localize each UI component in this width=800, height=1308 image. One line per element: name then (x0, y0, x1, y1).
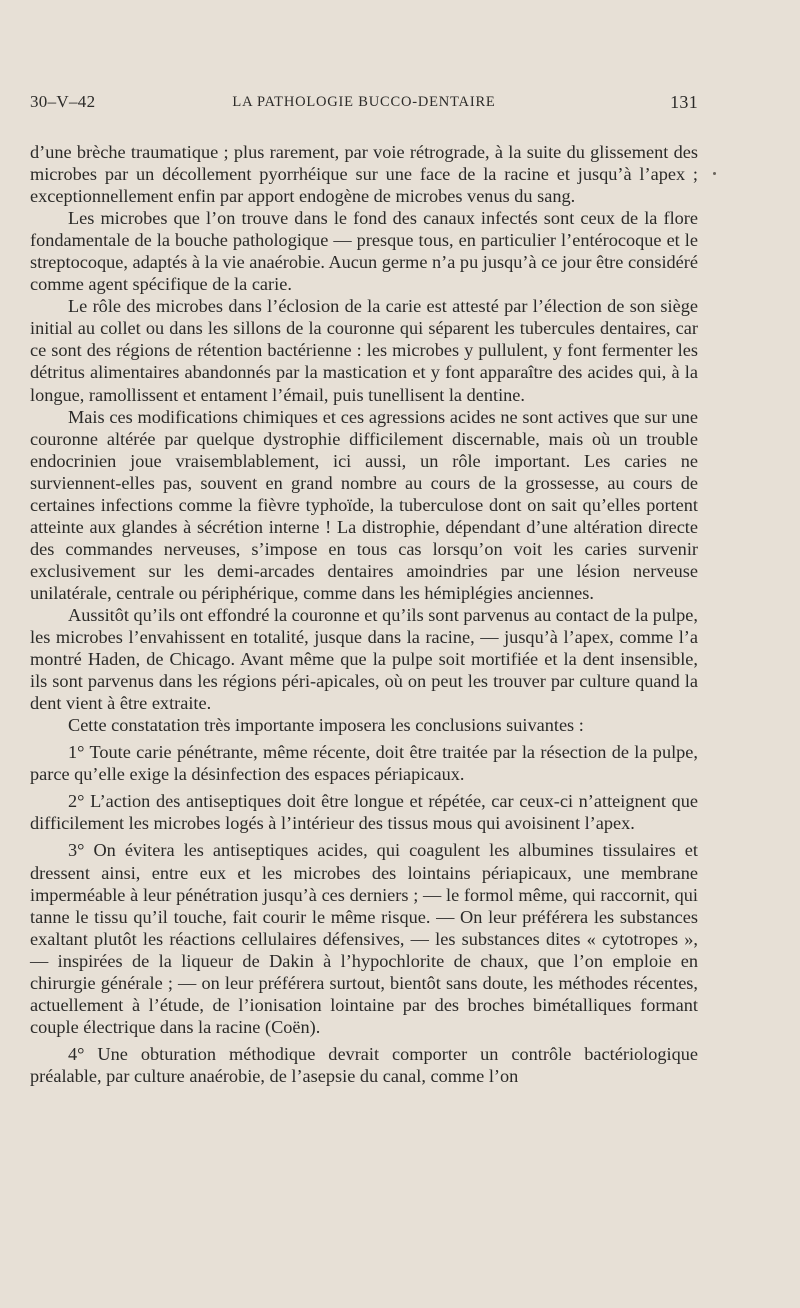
header-date: 30–V–42 (30, 92, 96, 111)
body-text (30, 141, 698, 1087)
paragraph-microbes-role: Le rôle des microbes dans l’éclosion de la carie est attesté par l’élection de son siège initial au collet ou dans les sillons de la couronne qui séparent les tubercules dentaires, car ce sont des régions de rétention bactérienne : les microbes y pullulent, y font fermenter les détritus alimentaires abandonnés par la mastication et y font apparaître des acides qui, à la longue, ramollissent et entament l’émail, puis tunellisent la dentine. (30, 296, 698, 405)
page-number: 131 (670, 92, 698, 112)
paragraph-continuation: d’une brèche traumatique ; plus rarement, par voie rétrograde, à la suite du glissement des microbes par un décollement pyorrhéique sur une face de la racine et jusqu’à l’apex ; exceptionnellement enfin par apport endogène de microbes venus du sang. (30, 142, 698, 207)
conclusion-2: 2° L’action des antiseptiques doit être longue et répétée, car ceux-ci n’atteignent que difficilement les microbes logés à l’intérieur des tissus mous qui avoisinent l’apex. (30, 791, 698, 834)
conclusion-1: 1° Toute carie pénétrante, même récente, doit être traitée par la résection de la pulpe, parce qu’elle exige la désinfection des espaces périapicaux. (30, 742, 698, 785)
stray-ink-dot (713, 172, 716, 175)
paragraph-microbes-flora: Les microbes que l’on trouve dans le fond des canaux infectés sont ceux de la flore fondamentale de la bouche pathologique — presque tous, en particulier l’entérocoque et le streptocoque, adaptés à la vie anaérobie. Aucun germe n’a pu jusqu’à ce jour être considéré comme agent spécifique de la carie. (30, 208, 698, 295)
conclusion-3: 3° On évitera les antiseptiques acides, qui coagulent les albumines tissulaires et dressent ainsi, entre eux et les microbes des lointains périapicaux, une membrane imperméable à leur pénétration jusqu’à ces derniers ; — le formol même, qui raccornit, qui tanne le tissu qu’il touche, fait courir le même risque. — On leur préférera les substances exaltant plutôt les réactions cellulaires défensives, — les substances dites « cytotropes », — inspirées de la liqueur de Dakin à l’hypochlorite de chaux, que l’on emploie en chirurgie générale ; — on leur préférera surtout, bientôt sans doute, les méthodes récentes, actuellement à l’étude, de l’ionisation lointaine par des broches bimétalliques formant couple électrique dans la racine (Coën). (30, 840, 698, 1037)
paragraph-pulp-invasion: Aussitôt qu’ils ont effondré la couronne et qu’ils sont parvenus au contact de la pulpe, les microbes l’envahissent en totalité, jusque dans la racine, — jusqu’à l’apex, comme l’a montré Haden, de Chicago. Avant même que la pulpe soit mortifiée et la dent insensible, ils sont parvenus dans les régions péri-apicales, où on peut les trouver par culture quand la dent vient à être extraite. (30, 604, 698, 714)
paragraph-conclusions-intro: Cette constatation très importante imposera les conclusions suivantes : (68, 715, 584, 736)
running-head (30, 92, 698, 116)
header-title: LA PATHOLOGIE BUCCO-DENTAIRE (232, 94, 496, 110)
conclusion-4: 4° Une obturation méthodique devrait comporter un contrôle bactériologique préalable, par culture anaérobie, de l’asepsie du canal, comme l’on (30, 1043, 698, 1086)
paragraph-dystrophy: Mais ces modifications chimiques et ces agressions acides ne sont actives que sur une couronne altérée par quelque dystrophie difficilement discernable, mais où un trouble endocrinien joue vraisemblablement, ici aussi, un rôle important. Les caries ne surviennent-elles pas, souvent en grand nombre au cours de la grossesse, au cours de certaines infections comme la fièvre typhoïde, la tuberculose dont on sait qu’elles portent atteinte aux glandes à sécrétion interne ! La distrophie, dépendant d’une altération directe des commandes nerveuses, s’impose en tous cas lorsqu’on voit les caries survenir exclusivement sur les demi-arcades dentaires amoindries par une lésion nerveuse unilatérale, centrale ou périphérique, comme dans les hémiplégies anciennes. (30, 406, 698, 603)
